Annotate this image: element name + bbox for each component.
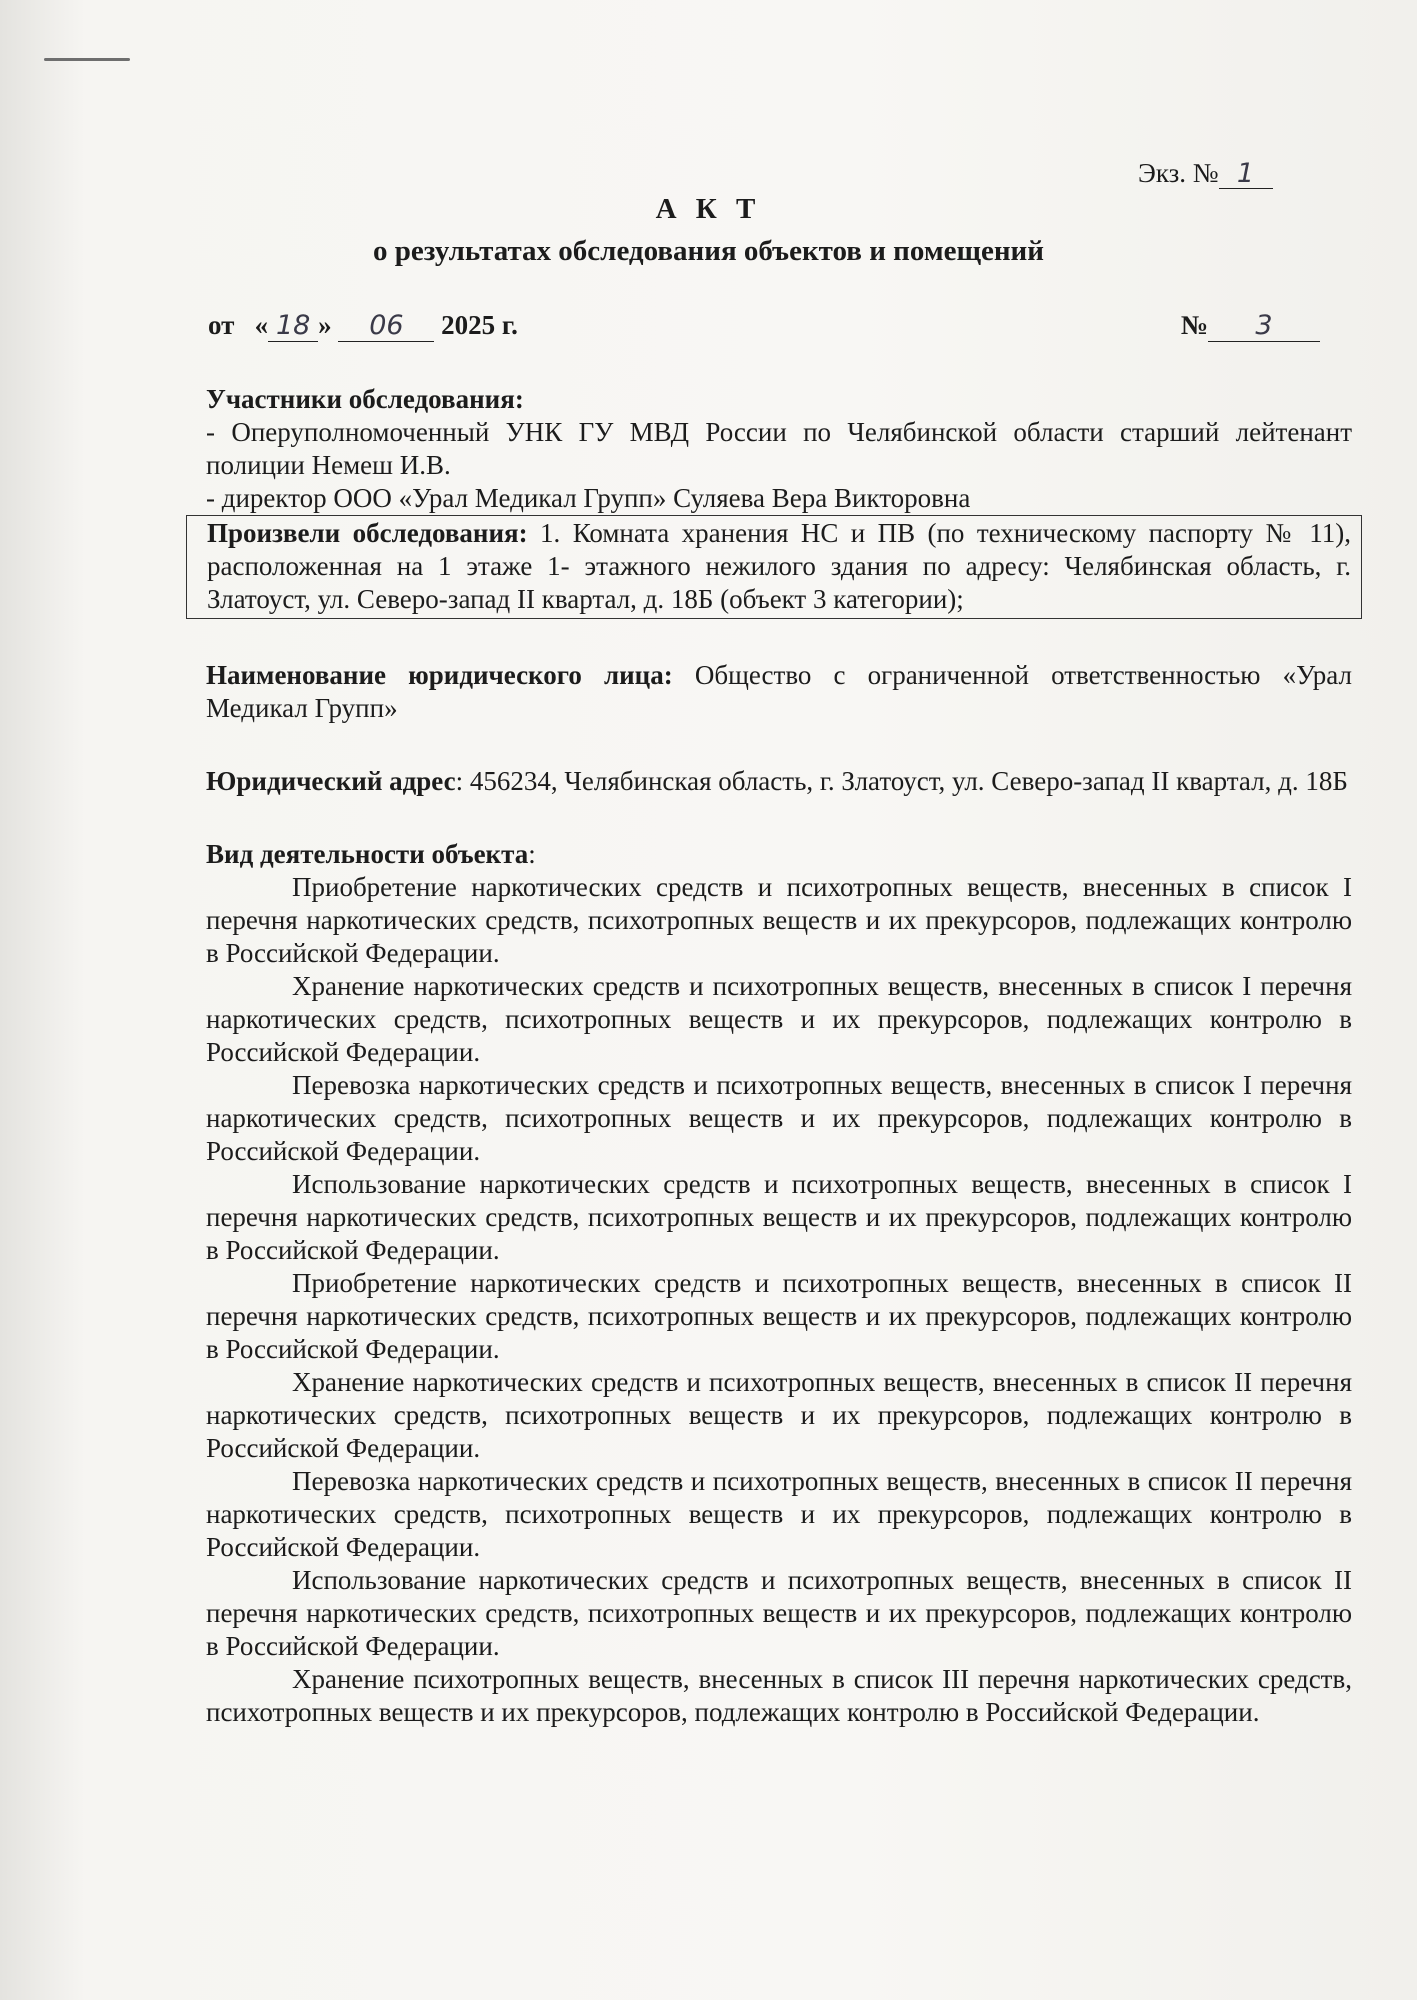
participant-item: - Оперуполномоченный УНК ГУ МВД России по Челябинской области старший лейтенант полиции Немеш И.В.	[206, 417, 1352, 480]
date-prefix: от	[208, 310, 235, 340]
activity-item: Перевозка наркотических средств и психотропных веществ, внесенных в список II перечня наркотических средств, психотропных веществ и их прекурсоров, подлежащих контролю в Российской Федерации.	[206, 1466, 1352, 1562]
activity-heading: Вид деятельности объекта:	[206, 839, 536, 869]
document-title: А К Т	[655, 193, 762, 225]
corner-mark	[44, 58, 130, 61]
activity-item: Приобретение наркотических средств и психотропных веществ, внесенных в список II перечня наркотических средств, психотропных веществ и их прекурсоров, подлежащих контролю в Российской Федерации.	[206, 1268, 1352, 1364]
entity-section	[206, 659, 1352, 725]
entity-label: Наименование юридического лица:	[206, 660, 673, 690]
act-number-value: 3	[1208, 311, 1320, 342]
copy-value: 1	[1219, 160, 1273, 189]
date-day: 18	[268, 311, 318, 342]
date-line	[208, 310, 1320, 342]
quote-open: «	[254, 310, 269, 340]
address-label: Юридический адрес	[206, 766, 456, 796]
entity-text: Общество с ограниченной ответственностью «Урал Медикал Групп»	[206, 660, 1353, 723]
date-year: 2025 г.	[441, 310, 518, 340]
participants-heading: Участники обследования:	[206, 384, 524, 414]
document-subtitle: о результатах обследования объектов и помещений	[373, 235, 1044, 267]
activity-item: Хранение наркотических средств и психотропных веществ, внесенных в список I перечня наркотических средств, психотропных веществ и их прекурсоров, подлежащих контролю в Российской Федерации.	[206, 971, 1352, 1067]
document-body	[206, 383, 1352, 1729]
act-number	[1181, 310, 1320, 342]
quote-close: »	[318, 310, 332, 340]
act-number-label: №	[1180, 310, 1208, 340]
activity-item: Использование наркотических средств и психотропных веществ, внесенных в список I перечня наркотических средств, психотропных веществ и их прекурсоров, подлежащих контролю в Российской Федерации.	[206, 1169, 1352, 1265]
activity-list	[206, 871, 1352, 1729]
copy-number	[1138, 158, 1273, 189]
inspection-box	[186, 515, 1362, 619]
inspection-label: Произвели обследования:	[207, 518, 528, 548]
inspection-text: 1. Комната хранения НС и ПВ (по техническому паспорту № 11), расположенная на 1 этаже 1- этажного нежилого здания по адресу: Челябинская область, г. Златоуст, ул. Северо-запад II квартал, д. 18Б (объект 3 категории);	[207, 518, 1352, 614]
activity-item: Использование наркотических средств и психотропных веществ, внесенных в список II перечня наркотических средств, психотропных веществ и их прекурсоров, подлежащих контролю в Российской Федерации.	[206, 1565, 1352, 1661]
activity-item: Приобретение наркотических средств и психотропных веществ, внесенных в список I перечня наркотических средств, психотропных веществ и их прекурсоров, подлежащих контролю в Российской Федерации.	[206, 872, 1352, 968]
activity-item: Перевозка наркотических средств и психотропных веществ, внесенных в список I перечня наркотических средств, психотропных веществ и их прекурсоров, подлежащих контролю в Российской Федерации.	[206, 1070, 1352, 1166]
address-text: : 456234, Челябинская область, г. Златоуст, ул. Северо-запад II квартал, д. 18Б	[455, 766, 1348, 796]
activity-item: Хранение наркотических средств и психотропных веществ, внесенных в список II перечня наркотических средств, психотропных веществ и их прекурсоров, подлежащих контролю в Российской Федерации.	[206, 1367, 1352, 1463]
participant-item: - директор ООО «Урал Медикал Групп» Суляева Вера Викторовна	[206, 483, 971, 513]
address-section	[206, 765, 1352, 798]
date-month: 06	[338, 311, 434, 342]
activity-item: Хранение психотропных веществ, внесенных в список III перечня наркотических средств, психотропных веществ и их прекурсоров, подлежащих контролю в Российской Федерации.	[206, 1664, 1352, 1727]
copy-label: Экз. №	[1138, 158, 1219, 188]
